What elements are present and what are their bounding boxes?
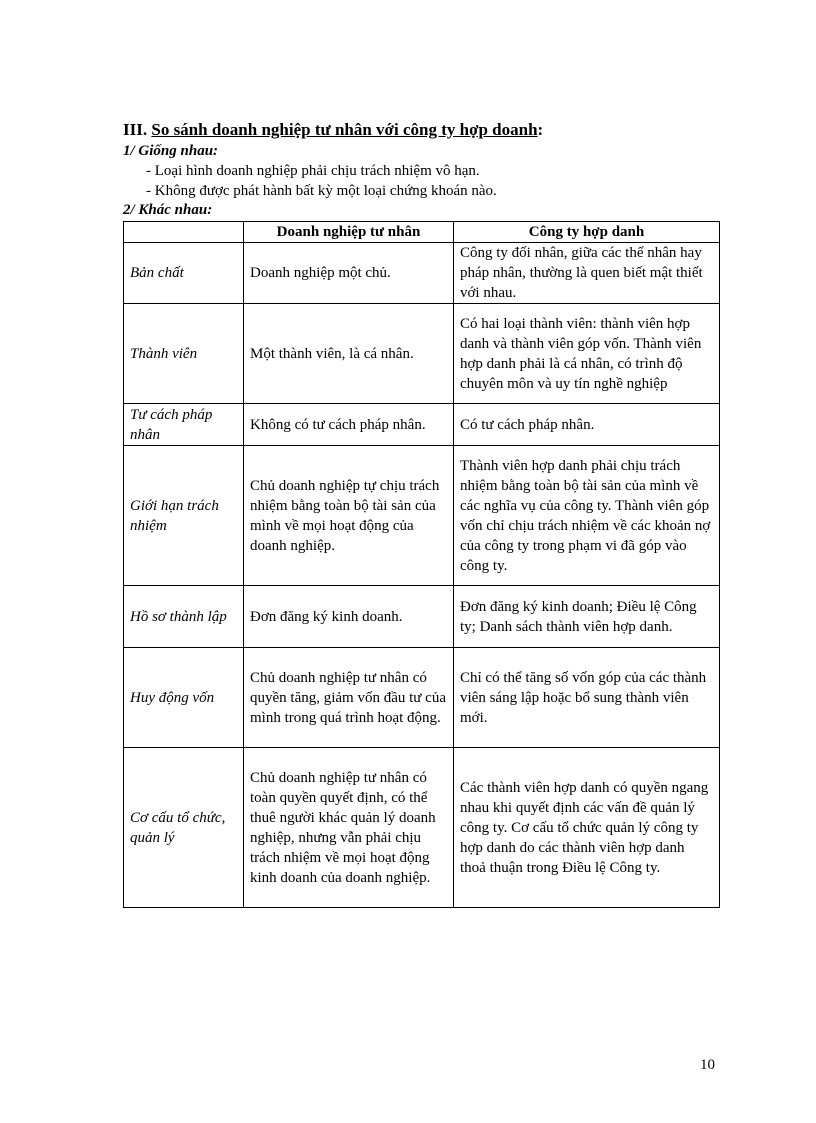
cell-dntn: Không có tư cách pháp nhân. <box>244 404 454 446</box>
page-number: 10 <box>700 1057 715 1073</box>
section-number: III. <box>123 120 148 139</box>
cell-cthd: Đơn đăng ký kinh doanh; Điều lệ Công ty; Danh sách thành viên hợp danh. <box>454 586 720 648</box>
cell-dntn: Đơn đăng ký kinh doanh. <box>244 586 454 648</box>
cell-cthd: Có hai loại thành viên: thành viên hợp danh và thành viên góp vốn. Thành viên hợp danh phải là cá nhân, có trình độ chuyên môn và uy tín nghề nghiệp <box>454 304 720 404</box>
row-label: Thành viên <box>124 304 244 404</box>
row-label: Hồ sơ thành lập <box>124 586 244 648</box>
header-cthd: Công ty hợp danh <box>454 222 720 243</box>
cell-cthd: Thành viên hợp danh phải chịu trách nhiệm bằng toàn bộ tài sản của mình về các nghĩa vụ của công ty. Thành viên góp vốn chỉ chịu trách nhiệm về các khoản nợ của công ty trong phạm vi đã góp vào công ty. <box>454 446 720 586</box>
cell-dntn: Một thành viên, là cá nhân. <box>244 304 454 404</box>
differences-title: 2/ Khác nhau: <box>123 202 213 218</box>
table-row <box>124 586 720 648</box>
table-row <box>124 446 720 586</box>
row-label: Huy động vốn <box>124 648 244 748</box>
row-label: Cơ cấu tổ chức, quản lý <box>124 748 244 908</box>
comparison-table <box>123 221 720 908</box>
table-row <box>124 404 720 446</box>
similarity-item-2: - Không được phát hành bất kỳ một loại chứng khoán nào. <box>146 183 497 199</box>
table-row <box>124 243 720 304</box>
header-empty <box>124 222 244 243</box>
cell-dntn: Chủ doanh nghiệp tư nhân có toàn quyền quyết định, có thể thuê người khác quản lý doanh nghiệp, nhưng vẫn phải chịu trách nhiệm về mọi hoạt động kinh doanh của doanh nghiệp. <box>244 748 454 908</box>
cell-dntn: Chủ doanh nghiệp tư nhân có quyền tăng, giảm vốn đầu tư của mình trong quá trình hoạt động. <box>244 648 454 748</box>
row-label: Bản chất <box>124 243 244 304</box>
row-label: Giới hạn trách nhiệm <box>124 446 244 586</box>
table-row <box>124 304 720 404</box>
cell-cthd: Có tư cách pháp nhân. <box>454 404 720 446</box>
header-dntn: Doanh nghiệp tư nhân <box>244 222 454 243</box>
table-row <box>124 648 720 748</box>
cell-dntn: Chủ doanh nghiệp tự chịu trách nhiệm bằng toàn bộ tài sản của mình về mọi hoạt động của doanh nghiệp. <box>244 446 454 586</box>
cell-cthd: Công ty đối nhân, giữa các thể nhân hay pháp nhân, thường là quen biết mật thiết với nhau. <box>454 243 720 304</box>
section-title: So sánh doanh nghiệp tư nhân với công ty hợp doanh <box>151 120 538 139</box>
table-header-row <box>124 222 720 243</box>
similarities-title: 1/ Giống nhau: <box>123 143 219 159</box>
cell-cthd: Chỉ có thể tăng số vốn góp của các thành viên sáng lập hoặc bổ sung thành viên mới. <box>454 648 720 748</box>
cell-dntn: Doanh nghiệp một chủ. <box>244 243 454 304</box>
section-colon: : <box>537 120 544 139</box>
section-heading <box>123 120 543 140</box>
cell-cthd: Các thành viên hợp danh có quyền ngang nhau khi quyết định các vấn đề quản lý công ty. Cơ cấu tổ chức quản lý công ty hợp danh do các thành viên hợp danh thoả thuận trong Điều lệ Công ty. <box>454 748 720 908</box>
table-row <box>124 748 720 908</box>
similarity-item-1: - Loại hình doanh nghiệp phải chịu trách nhiệm vô hạn. <box>146 163 480 179</box>
row-label: Tư cách pháp nhân <box>124 404 244 446</box>
